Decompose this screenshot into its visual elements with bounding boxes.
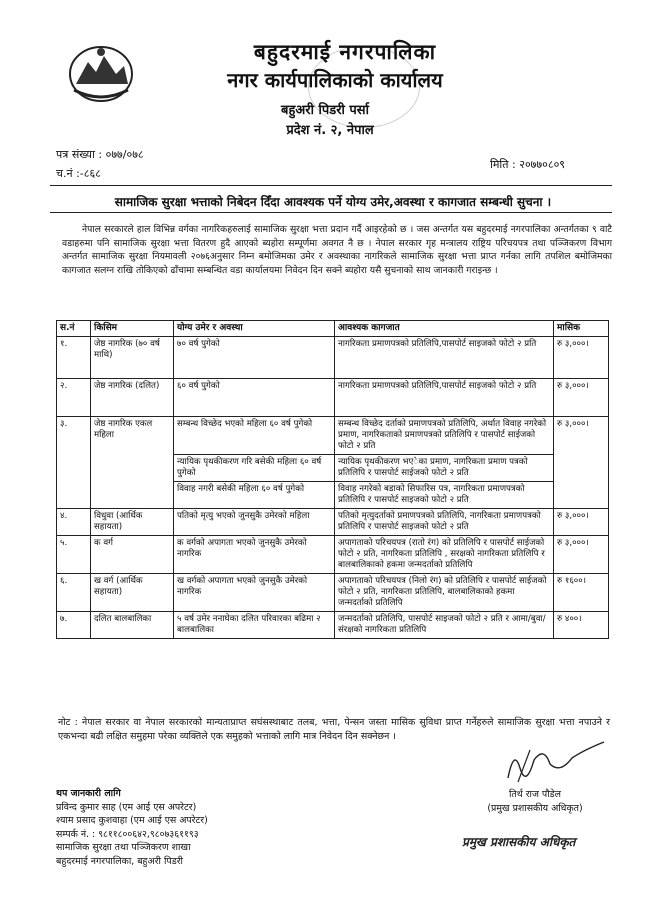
- cell-amount: रु ३,०००।: [554, 379, 609, 417]
- divider: [50, 212, 612, 213]
- cell-condition: सम्बन्ध विच्छेद भएको महिला ६० वर्ष पुगेको: [174, 417, 335, 455]
- cell-sn: ६.: [57, 574, 91, 612]
- cell-documents: सम्बन्ध विच्छेद दर्ताको प्रमाणपत्रको प्रतिलिपि, अर्थात विवाह नगरेको प्रमाण, नागरिकताको प्रमाणपत्रको प्रतिलिपि र पासपोर्ट साईजको फोटो २ प्रति: [335, 417, 554, 455]
- contact-line: बहुदरमाई नगरपालिका, बहुअरी पिडरी: [56, 855, 183, 867]
- table-row: [57, 337, 609, 379]
- signer-designation: (प्रमुख प्रशासकीय अधिकृत): [487, 803, 583, 814]
- contact-phone: सम्पर्क नं. : ९८११८००६४२,९८०७३६११९३: [56, 828, 199, 840]
- contact-line: सामाजिक सुरक्षा तथा पञ्जिकरण शाखा: [56, 842, 191, 854]
- col-header: योग्य उमेर र अवस्था: [174, 321, 335, 337]
- cell-documents: जन्मदर्ताको प्रतिलिपि, पासपोर्ट साइजको फोटो २ प्रति र आमा/बुवा/संरक्षको नागरिकता प्रतिलिपि: [335, 612, 554, 639]
- cell-amount: रु ३,०००।: [554, 536, 609, 574]
- body-paragraph: नेपाल सरकारले हाल विभिन्न वर्गका नागरिकहरुलाई सामाजिक सुरक्षा भत्ता प्रदान गर्दै आइरहेको छ । जस अन्तर्गत यस बहुदरमाई नगरपालिका अन्तर्गतका ९ वाटै वडाहरुमा पनि सामाजिक सुरक्षा भत्ता वितरण हुदै आएको ब्यहोरा सम्पूर्णमा अवगत नै छ । नेपाल सरकार गृह मन्त्रालय राष्ट्रिय परिचयपत्र तथा पञ्जिकरण विभाग अन्तर्गत सामाजिक सुरक्षा नियमावली २०७६अनुसार निम्न बमोजिमका उमेर र अवस्थाका नागरिकले सामाजिक सुरक्षा भत्ता प्राप्त गर्नका लागि तपशिल बमोजिमका कागजात सलग्न राखि तोकिएको ढाँचामा सम्बन्धित वडा कार्यालयमा निवेदन दिन सक्ने ब्यहोरा यसै सुचनाको साथ जानकारी गराइन्छ ।: [62, 224, 612, 276]
- signer-name: तिर्थ राज पौडेल: [508, 789, 562, 800]
- cell-condition: क वर्गको अपागता भएको जुनसुकै उमेरको नागरिक: [174, 536, 335, 574]
- designation-stamp: प्रमुख प्रशासकीय अधिकृत: [462, 835, 576, 849]
- cell-condition: न्यायिक पृथकीकरण गरि बसेकी महिला ६० वर्ष पुगेको: [174, 455, 335, 482]
- municipality-name: बहुदरमाई नगरपालिका: [253, 40, 437, 64]
- cell-sn: ५.: [57, 536, 91, 574]
- contact-block: [56, 787, 208, 869]
- contact-line: श्याम प्रसाद कुशवाहा (एम आई एस अपरेटर): [56, 815, 208, 827]
- notice-title: सामाजिक सुरक्षा भत्ताको निबेदन दिँदा आवश्यक पर्ने योग्य उमेर,अवस्था र कागजात सम्बन्धी सुचना ।: [114, 195, 552, 209]
- cell-condition: ७० वर्ष पुगेको: [174, 337, 335, 379]
- cell-sn: ३.: [57, 417, 91, 509]
- cell-type: जेष्ठ नागरिक (७० वर्ष माथि): [91, 337, 174, 379]
- cell-amount: रु ३,०००।: [554, 417, 609, 509]
- col-header: किसिम: [91, 321, 174, 337]
- cell-documents: अपागताको परिचयपत्र (रातो रंग) को प्रतिलिपि र पासपोर्ट साईजको फोटो २ प्रति, नागरिकता प्रतिलिपि , सरक्षको नागरिकता प्रतिलिपि र बालबालिकाको हकमा जन्मदर्ताको प्रतिलिपि: [335, 536, 554, 574]
- cell-type: जेष्ठ नागरिक (दलित): [91, 379, 174, 417]
- divider: [50, 185, 612, 186]
- cell-documents: नागरिकता प्रमाणपत्रको प्रतिलिपि,पासपोर्ट साइजको फोटो २ प्रति: [335, 379, 554, 417]
- date: मिति : २०७७०८०९: [490, 158, 566, 171]
- cell-documents: अपागताको परिचयपत्र (निलो रंग) को प्रतिलिपि र पासपोर्ट साईजको फोटो २ प्रति, नागरिकता प्रतिलिपि, बालबालिकाको हकमा जन्मदर्ताको प्रतिलिपि: [335, 574, 554, 612]
- cell-sn: २.: [57, 379, 91, 417]
- nepal-emblem-icon: [66, 40, 136, 104]
- cell-amount: रु १६००।: [554, 574, 609, 612]
- address-line: बहुअरी पिडरी पर्सा: [281, 103, 369, 118]
- signer-block: [460, 788, 610, 816]
- cell-condition: पतिको मृत्यु भएको जुनसुकै उमेरको महिला: [174, 509, 335, 536]
- contact-heading: थप जानकारी लागि: [56, 788, 121, 799]
- signature-icon: [500, 738, 610, 786]
- cell-documents: न्यायिक पृथकीकरण भएेका प्रमाण, नागरिकता प्रमाण पत्रको प्रतिलिपि र पासपोर्ट साईजको फोटो २ प्रति: [335, 455, 554, 482]
- table-row: [57, 509, 609, 536]
- table-row: [57, 536, 609, 574]
- office-name: नगर कार्यपालिकाको कार्यालय: [227, 68, 443, 92]
- table-row: [57, 574, 609, 612]
- cell-sn: १.: [57, 337, 91, 379]
- letter-number: पत्र संख्या : ०७७/०७८: [56, 148, 144, 161]
- cell-type: क वर्ग: [91, 536, 174, 574]
- cell-condition: ख वर्गको अपागता भएको जुनसुकै उमेरको नागरिक: [174, 574, 335, 612]
- cell-type: ख वर्ग (आर्थिक सहायता): [91, 574, 174, 612]
- note-paragraph: नोट : नेपाल सरकार वा नेपाल सरकारको मान्यताप्राप्त सघंसस्थाबाट तलब, भत्ता, पेन्सन जस्ता मासिक सुविधा प्राप्त गर्नेहरुले सामाजिक सुरक्षा भत्ता नपाउने र एकभन्दा बढी लक्षित समुहमा परेका व्यक्तिले एक समुहको भत्ताको लागि मात्र निवेदन दिन सक्नेछन ।: [58, 717, 610, 742]
- cell-amount: रु ३,०००।: [554, 509, 609, 536]
- cell-type: विधुवा (आर्थिक सहायता): [91, 509, 174, 536]
- cell-sn: ७.: [57, 612, 91, 639]
- dispatch-number: च.नं :-८६८: [56, 167, 101, 180]
- cell-condition: ५ वर्ष उमेर ननाघेका दलित परिवारका बढिमा २ बालबालिका: [174, 612, 335, 639]
- cell-amount: रु ३,०००।: [554, 337, 609, 379]
- col-header: आवश्यक कागजात: [335, 321, 554, 337]
- col-header: स.नं: [57, 321, 91, 337]
- cell-condition: ६० वर्ष पुगेको: [174, 379, 335, 417]
- cell-documents: पतिको मृत्युदर्ताको प्रमाणपत्रको प्रतिलिपि, नागरिकता प्रमाणपत्रको प्रतिलिपि र पासपोर्ट साइजको फोटो २ प्रति: [335, 509, 554, 536]
- cell-amount: रु ४००।: [554, 612, 609, 639]
- table-row: [57, 612, 609, 639]
- cell-condition: विवाह नगरी बसेकी महिला ६० वर्ष पुगेको: [174, 482, 335, 509]
- cell-sn: ४.: [57, 509, 91, 536]
- province-line: प्रदेश नं. २, नेपाल: [286, 123, 374, 138]
- table-row: [57, 379, 609, 417]
- cell-type: दलित बालबालिका: [91, 612, 174, 639]
- table-row: [57, 417, 609, 455]
- cell-type: जेष्ठ नागरिक एकल महिला: [91, 417, 174, 509]
- col-header: मासिक: [554, 321, 609, 337]
- cell-documents: विवाह नगरेको बडाको सिफारिस पत्र, नागरिकता प्रमाणपत्रको प्रतिलिपि र पासपोर्ट साइजको फोटो २ प्रति: [335, 482, 554, 509]
- cell-documents: नागरिकता प्रमाणपत्रको प्रतिलिपि,पासपोर्ट साइजको फोटो २ प्रति: [335, 337, 554, 379]
- contact-line: प्रविन्द कुमार साह (एम आई एस अपरेटर): [56, 801, 197, 813]
- table-header-row: [57, 321, 609, 337]
- allowance-table: [56, 320, 609, 639]
